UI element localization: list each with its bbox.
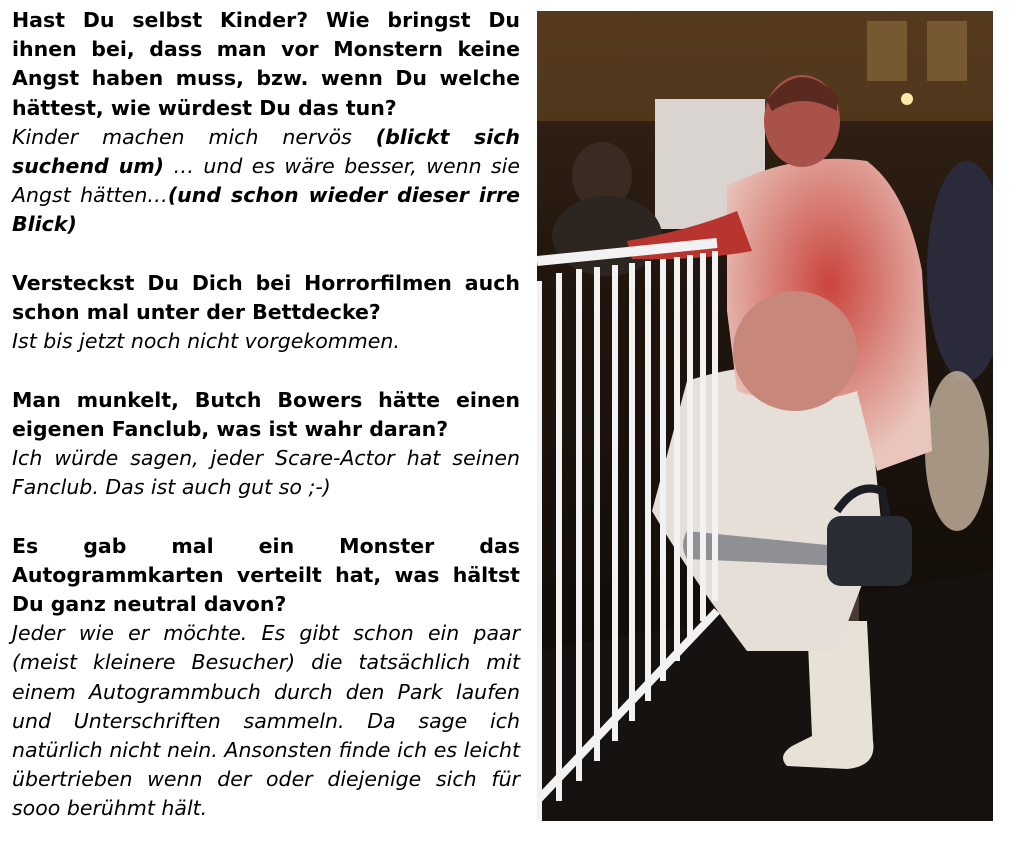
answer-3-part-1: Ich würde sagen, jeder Scare-Actor hat seinen Fanclub. Das ist auch gut so ;-) (12, 446, 520, 500)
belly (733, 291, 857, 411)
answer-4 (12, 619, 520, 823)
qa-block-4 (12, 532, 520, 824)
chainsaw-engine (827, 516, 912, 586)
question-2: Versteckst Du Dich bei Horrorfilmen auch schon mal unter der Bettdecke? (12, 270, 520, 325)
answer-1-part-4: (und schon wieder dieser irre Blick) (12, 183, 520, 237)
window (927, 21, 967, 81)
qa-block-2 (12, 269, 520, 357)
question-4: Es gab mal ein Monster das Autogrammkarten verteilt hat, was hältst Du ganz neutral davon? (12, 533, 520, 617)
answer-2-part-1: Ist bis jetzt noch nicht vorgekommen. (12, 329, 400, 354)
qa-block-1 (12, 6, 520, 240)
question-3: Man munkelt, Butch Bowers hätte einen eigenen Fanclub, was ist wahr daran? (12, 387, 520, 441)
qa-block-3 (12, 386, 520, 503)
answer-4-part-1: Jeder wie er möchte. Es gibt schon ein paar (meist kleinere Besucher) die tatsächlich mit einem Autogrammbuch durch den Park laufen und Unterschriften sammeln. Da sage ich natürlich nicht nein. Ansonsten finde ich es leicht übertrieben wenn der oder diejenige sich für sooo berühmt hält. (12, 621, 520, 821)
answer-1-part-3: … und es wäre besser, wenn sie Angst hätten… (12, 154, 520, 208)
answer-1 (12, 123, 520, 240)
answer-2 (12, 327, 520, 356)
answer-3 (12, 444, 520, 502)
street-lamp (901, 93, 913, 105)
answer-1-part-2: (blickt sich suchend um) (12, 124, 521, 179)
crowd-person (925, 371, 989, 531)
interview-text (12, 6, 520, 853)
photo-illustration (537, 11, 993, 821)
answer-1-part-1: Kinder machen mich nervös (12, 124, 376, 149)
scare-actor-photo (537, 11, 993, 821)
window (867, 21, 907, 81)
question-1: Hast Du selbst Kinder? Wie bringst Du ihnen bei, dass man vor Monstern keine Angst haben muss, bzw. wenn Du welche hättest, wie würdest Du das tun? (12, 8, 520, 120)
